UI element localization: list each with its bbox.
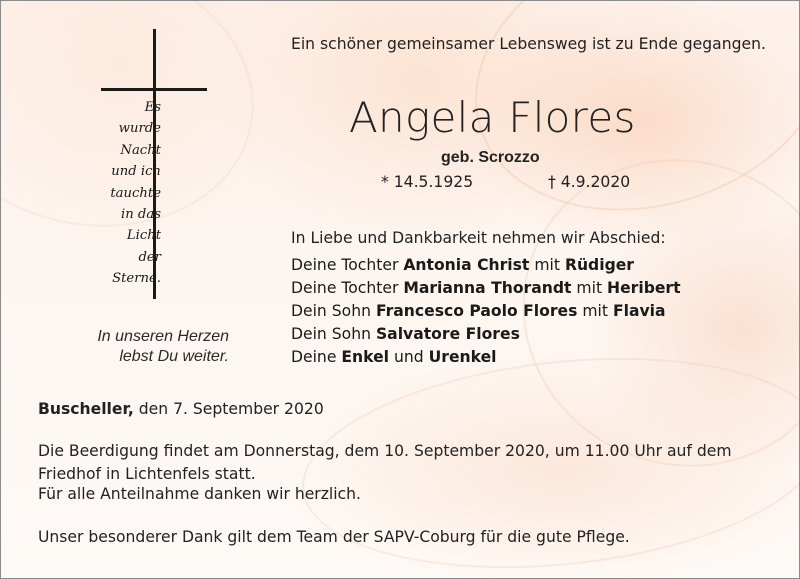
thanks-all: Für alle Anteilnahme danken wir herzlich.: [38, 485, 361, 503]
place-date-line: [38, 400, 324, 418]
farewell-line: In Liebe und Dankbarkeit nehmen wir Abschied:: [291, 229, 666, 247]
mourner-partner: Rüdiger: [564, 256, 634, 274]
funeral-notice: [38, 440, 758, 486]
mourner-row: [291, 300, 681, 323]
mourner-name: Francesco Paolo Flores: [375, 302, 578, 320]
intro-line: Ein schöner gemeinsamer Lebensweg ist zu Ende gegangen.: [291, 35, 766, 53]
mourner-name: Antonia Christ: [403, 256, 530, 274]
mourner-relation: Dein Sohn: [291, 325, 376, 343]
mourner-joiner: mit: [577, 302, 613, 320]
funeral-notice-line: Die Beerdigung findet am Donnerstag, dem 10. September 2020, um 11.00 Uhr auf dem: [38, 442, 732, 460]
mourner-relation: Deine Tochter: [291, 256, 404, 274]
verse-line: Nacht: [120, 142, 161, 158]
deceased-name: Angela Flores: [349, 93, 636, 142]
verse-line: Es: [144, 100, 161, 115]
verse-line: Licht: [126, 228, 161, 244]
mourner-name: Enkel: [341, 348, 390, 366]
verse-line: in das: [121, 207, 161, 223]
heart-quote-line: In unseren Herzen: [97, 328, 229, 345]
memorial-verse: [77, 97, 161, 290]
place-date: den 7. September 2020: [133, 400, 324, 418]
mourner-relation: Dein Sohn: [291, 302, 376, 320]
verse-line: tauchte: [110, 185, 161, 201]
heart-quote-line: lebst Du weiter.: [119, 348, 229, 365]
mourner-joiner: mit: [571, 279, 608, 297]
heart-quote: [41, 327, 229, 367]
mourner-row: [291, 346, 681, 369]
mourner-row: [291, 254, 681, 277]
mourners-list: [291, 254, 681, 369]
cross-horizontal-bar: [101, 88, 207, 91]
death-date: † 4.9.2020: [548, 173, 631, 191]
mourner-partner: Urenkel: [428, 348, 497, 366]
mourner-partner: Heribert: [607, 279, 681, 297]
verse-line: Sterne.: [112, 271, 161, 287]
funeral-notice-line: Friedhof in Lichtenfels statt.: [38, 465, 256, 483]
birth-name: geb. Scrozzo: [441, 149, 540, 166]
mourner-relation: Deine: [291, 348, 342, 366]
mourner-joiner: mit: [529, 256, 565, 274]
mourner-partner: Flavia: [612, 302, 666, 320]
mourner-name: Salvatore Flores: [375, 325, 520, 343]
mourner-name: Marianna Thorandt: [403, 279, 572, 297]
mourner-row: [291, 277, 681, 300]
verse-line: der: [138, 249, 161, 265]
thanks-special: Unser besonderer Dank gilt dem Team der SAPV-Coburg für die gute Pflege.: [38, 528, 630, 546]
verse-line: wurde: [118, 121, 161, 137]
verse-line: und ich: [111, 164, 161, 180]
mourner-joiner: und: [389, 348, 429, 366]
place-town: Buscheller,: [38, 400, 134, 418]
mourner-relation: Deine Tochter: [291, 279, 404, 297]
mourner-row: [291, 323, 681, 346]
birth-date: * 14.5.1925: [381, 173, 474, 191]
